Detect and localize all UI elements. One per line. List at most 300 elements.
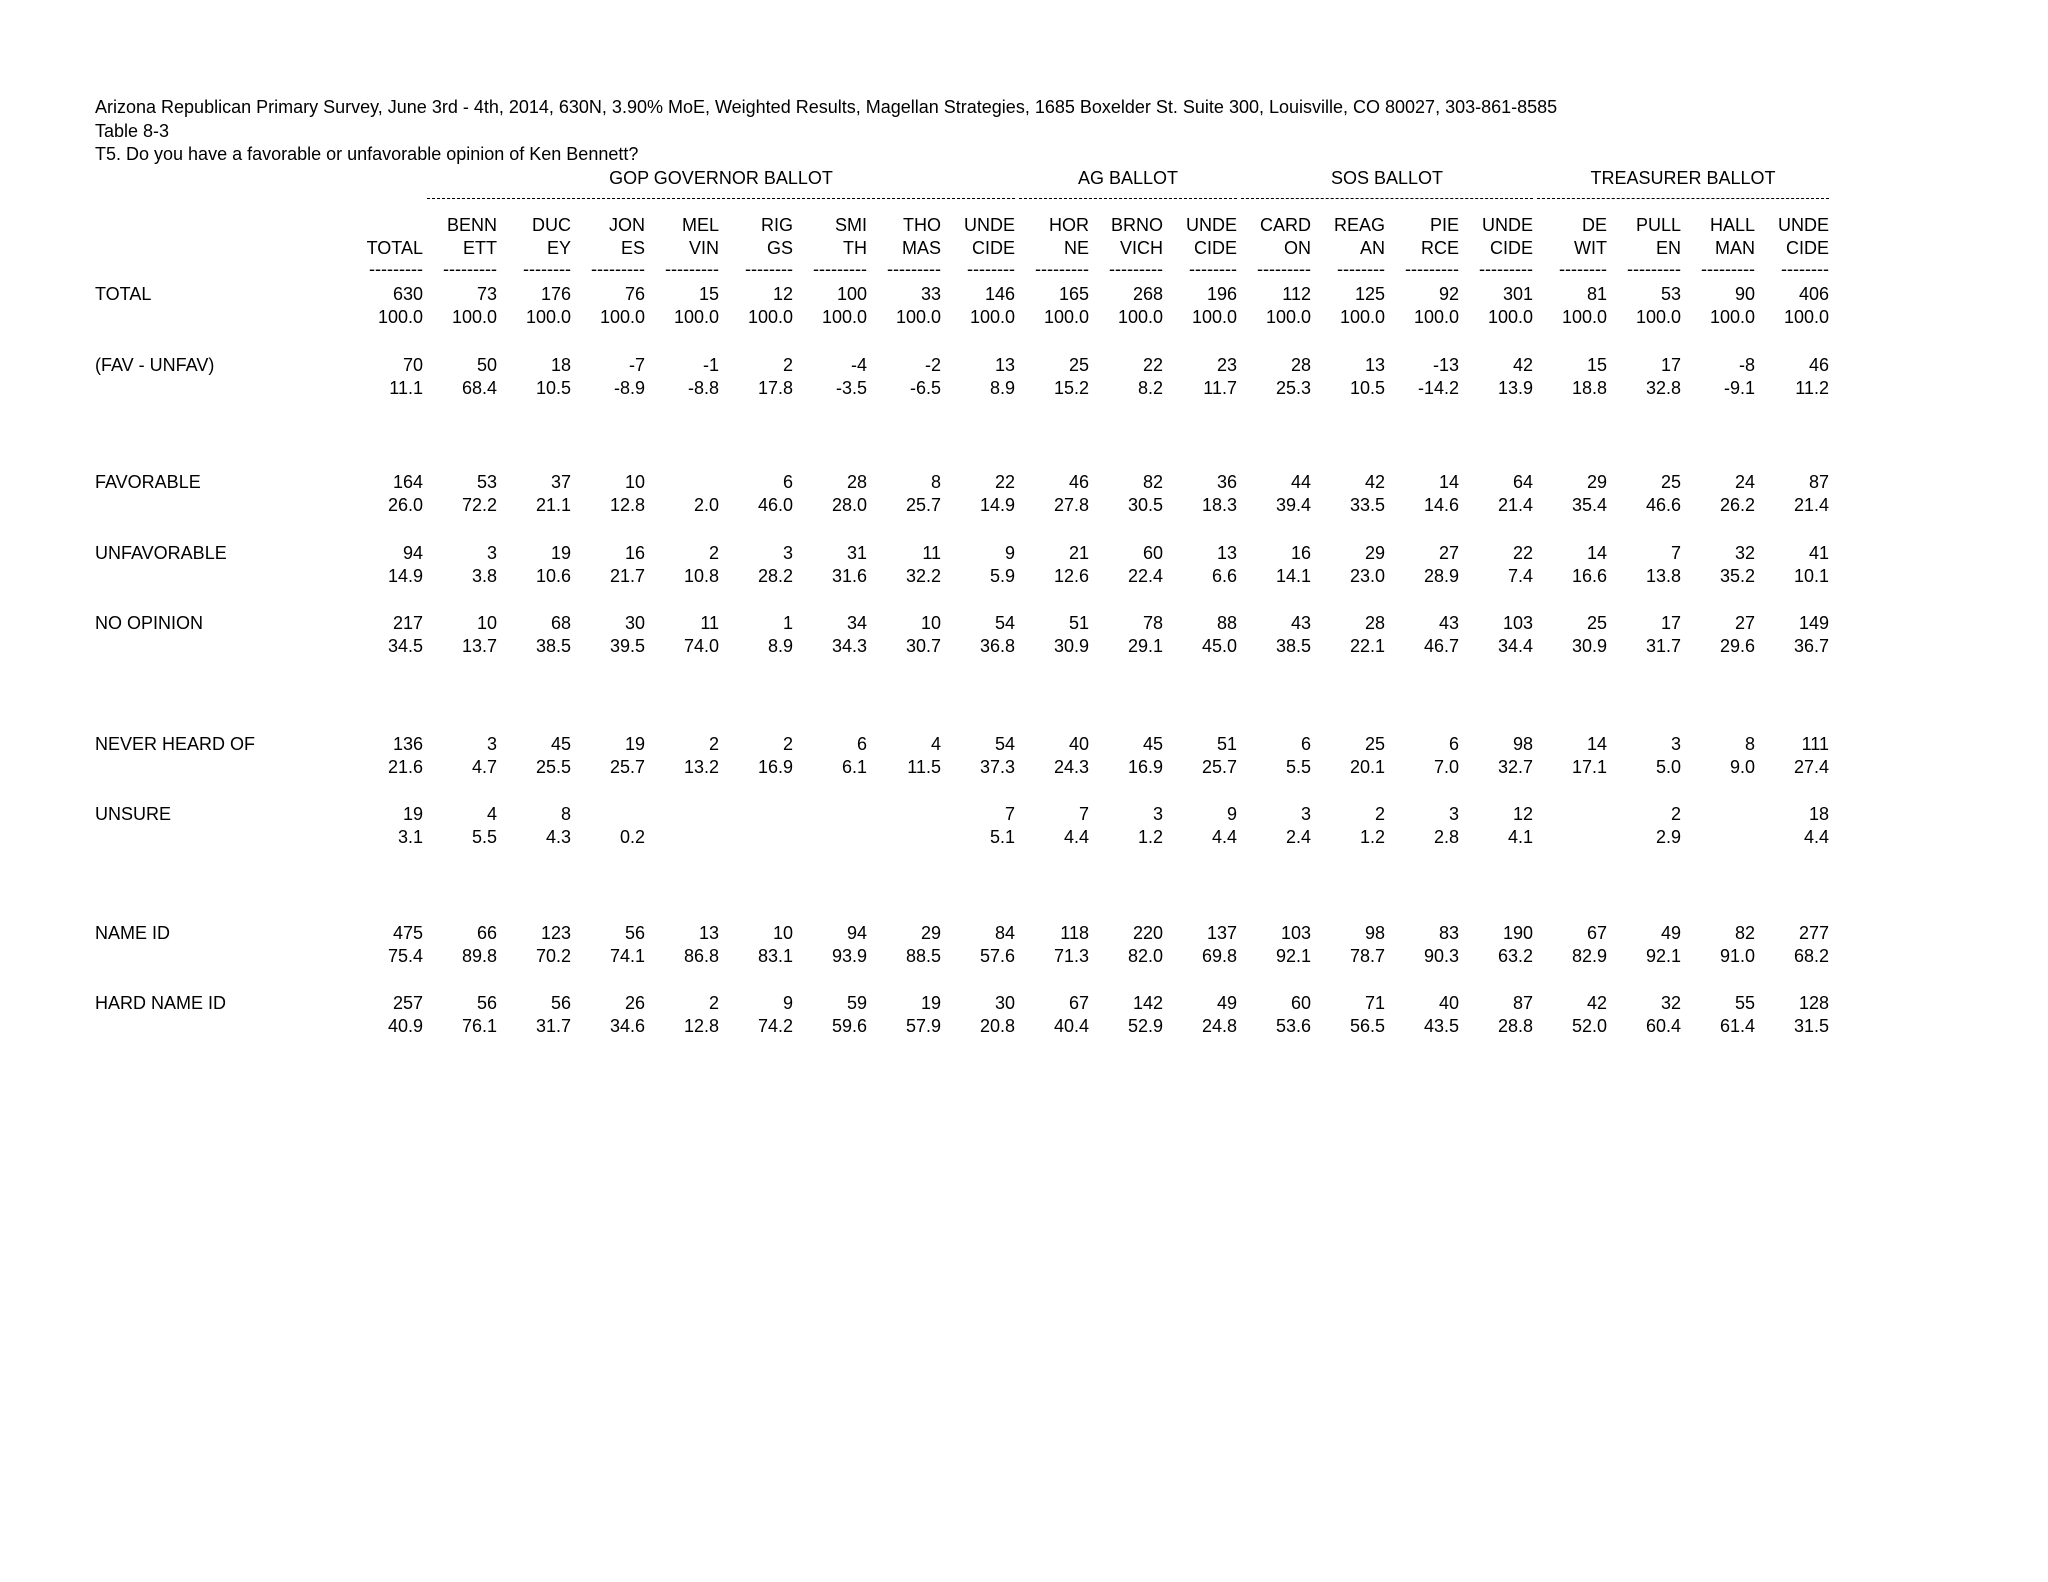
count-cell: 49 (1660, 923, 1681, 943)
count-cell: 41 (1808, 543, 1829, 563)
count-cell: 18 (1808, 804, 1829, 824)
column-header: GS (766, 238, 793, 258)
count-cell: 6 (1300, 734, 1311, 754)
count-cell: 8 (930, 472, 941, 492)
percent-cell: 28.9 (1423, 566, 1459, 586)
count-cell: 25 (1660, 472, 1681, 492)
count-cell: 9 (1226, 804, 1237, 824)
percent-cell: 25.5 (535, 757, 571, 777)
percent-cell: 100.0 (895, 307, 941, 327)
count-cell: 10 (772, 923, 793, 943)
percent-cell: 46.0 (757, 495, 793, 515)
percent-cell: 8.9 (767, 636, 793, 656)
count-cell: 8 (560, 804, 571, 824)
count-cell: 19 (624, 734, 645, 754)
percent-cell: 34.3 (831, 636, 867, 656)
count-cell: 40 (1438, 993, 1459, 1013)
count-cell: 71 (1364, 993, 1385, 1013)
count-cell: 40 (1068, 734, 1089, 754)
count-cell: 176 (540, 284, 571, 304)
percent-cell: 46.6 (1645, 495, 1681, 515)
column-header: CIDE (971, 238, 1015, 258)
count-cell: 60 (1142, 543, 1163, 563)
percent-cell: 69.8 (1201, 946, 1237, 966)
count-cell: 33 (920, 284, 941, 304)
count-cell: 53 (476, 472, 497, 492)
count-cell: 78 (1142, 613, 1163, 633)
percent-cell: 61.4 (1719, 1016, 1755, 1036)
percent-cell: 10.6 (535, 566, 571, 586)
percent-cell: 3.8 (471, 566, 497, 586)
percent-cell: 46.7 (1423, 636, 1459, 656)
count-cell: -7 (628, 355, 645, 375)
column-header: ETT (463, 238, 497, 258)
count-cell: 22 (1512, 543, 1533, 563)
count-cell: 13 (1216, 543, 1237, 563)
percent-cell: 92.1 (1645, 946, 1681, 966)
count-cell: 142 (1132, 993, 1163, 1013)
question-text: T5. Do you have a favorable or unfavorable opinion of Ken Bennett? (95, 144, 639, 164)
percent-cell: 40.4 (1053, 1016, 1089, 1036)
count-cell: 25 (1364, 734, 1385, 754)
percent-cell: 33.5 (1349, 495, 1385, 515)
count-cell: 17 (1660, 355, 1681, 375)
percent-cell: 27.4 (1793, 757, 1829, 777)
group-header: TREASURER BALLOT (1590, 168, 1776, 188)
count-cell: 11 (700, 613, 719, 633)
column-header: RIG (760, 215, 793, 235)
count-cell: 301 (1502, 284, 1533, 304)
count-cell: 111 (1801, 734, 1829, 754)
percent-cell: 82.0 (1127, 946, 1163, 966)
count-cell: 31 (846, 543, 867, 563)
count-cell: 2 (708, 734, 719, 754)
percent-cell: 32.8 (1645, 378, 1681, 398)
percent-cell: 9.0 (1729, 757, 1755, 777)
percent-cell: 27.8 (1053, 495, 1089, 515)
count-cell: 29 (1364, 543, 1385, 563)
percent-cell: 14.6 (1423, 495, 1459, 515)
count-cell: 3 (486, 734, 497, 754)
count-cell: 475 (392, 923, 423, 943)
column-rule: -------- (967, 259, 1015, 279)
percent-cell: 17.8 (757, 378, 793, 398)
column-rule: -------- (745, 259, 793, 279)
column-rule: -------- (1781, 259, 1829, 279)
survey-header-line: Arizona Republican Primary Survey, June 3rd - 4th, 2014, 630N, 3.90% MoE, Weighted Results, Magellan Strategies, 1685 Boxelder St. Suite 300, Louisville, CO 80027, 303-861-8585 (95, 97, 1558, 117)
percent-cell: 56.5 (1349, 1016, 1385, 1036)
percent-cell: 83.1 (757, 946, 793, 966)
count-cell: 28 (1290, 355, 1311, 375)
count-cell: 3 (486, 543, 497, 563)
column-header: CIDE (1489, 238, 1533, 258)
row-label: UNSURE (95, 804, 172, 824)
percent-cell: 20.1 (1349, 757, 1385, 777)
percent-cell: 34.6 (609, 1016, 645, 1036)
percent-cell: 21.1 (535, 495, 571, 515)
percent-cell: 24.3 (1053, 757, 1089, 777)
count-cell: 53 (1660, 284, 1681, 304)
percent-cell: 82.9 (1571, 946, 1607, 966)
count-cell: 27 (1438, 543, 1459, 563)
count-cell: 56 (476, 993, 497, 1013)
count-cell: 16 (1290, 543, 1311, 563)
percent-cell: 93.9 (831, 946, 867, 966)
count-cell: 56 (624, 923, 645, 943)
count-cell: 70 (402, 355, 423, 375)
count-cell: 10 (920, 613, 941, 633)
percent-cell: -6.5 (909, 378, 941, 398)
column-header: NE (1063, 238, 1089, 258)
count-cell: 56 (550, 993, 571, 1013)
count-cell: 88 (1216, 613, 1237, 633)
percent-cell: 25.7 (609, 757, 645, 777)
percent-cell: 4.4 (1063, 827, 1089, 847)
percent-cell: 24.8 (1201, 1016, 1237, 1036)
count-cell: 84 (994, 923, 1015, 943)
count-cell: 51 (1216, 734, 1237, 754)
count-cell: 2 (782, 734, 793, 754)
percent-cell: -8.9 (613, 378, 645, 398)
percent-cell: 36.7 (1793, 636, 1829, 656)
count-cell: 128 (1798, 993, 1829, 1013)
percent-cell: 4.4 (1803, 827, 1829, 847)
percent-cell: 0.2 (619, 827, 645, 847)
count-cell: 136 (392, 734, 423, 754)
count-cell: 14 (1438, 472, 1459, 492)
percent-cell: 45.0 (1201, 636, 1237, 656)
count-cell: 43 (1290, 613, 1311, 633)
count-cell: 406 (1798, 284, 1829, 304)
percent-cell: 30.9 (1571, 636, 1607, 656)
count-cell: 87 (1808, 472, 1829, 492)
percent-cell: 16.6 (1571, 566, 1607, 586)
count-cell: 34 (846, 613, 867, 633)
column-rule: --------- (591, 259, 645, 279)
percent-cell: 31.7 (535, 1016, 571, 1036)
percent-cell: 100.0 (1487, 307, 1533, 327)
count-cell: 13 (1364, 355, 1385, 375)
count-cell: 13 (698, 923, 719, 943)
count-cell: 196 (1206, 284, 1237, 304)
percent-cell: 100.0 (969, 307, 1015, 327)
percent-cell: 60.4 (1645, 1016, 1681, 1036)
percent-cell: 5.5 (471, 827, 497, 847)
percent-cell: 2.8 (1433, 827, 1459, 847)
count-cell: 67 (1068, 993, 1089, 1013)
count-cell: 98 (1512, 734, 1533, 754)
percent-cell: 68.2 (1793, 946, 1829, 966)
count-cell: 1 (782, 613, 793, 633)
percent-cell: 4.3 (545, 827, 571, 847)
column-header: VICH (1119, 238, 1163, 258)
count-cell: 50 (476, 355, 497, 375)
count-cell: 19 (920, 993, 941, 1013)
count-cell: 42 (1512, 355, 1533, 375)
count-cell: 25 (1586, 613, 1607, 633)
count-cell: 9 (1004, 543, 1015, 563)
row-label: UNFAVORABLE (95, 543, 227, 563)
count-cell: 32 (1734, 543, 1755, 563)
percent-cell: 18.8 (1571, 378, 1607, 398)
count-cell: 46 (1808, 355, 1829, 375)
percent-cell: 100.0 (747, 307, 793, 327)
column-rule: --------- (1035, 259, 1089, 279)
count-cell: 45 (550, 734, 571, 754)
percent-cell: 5.1 (989, 827, 1015, 847)
column-rule: -------- (1189, 259, 1237, 279)
percent-cell: 23.0 (1349, 566, 1385, 586)
count-cell: 64 (1512, 472, 1533, 492)
count-cell: 10 (624, 472, 645, 492)
count-cell: -13 (1432, 355, 1459, 375)
percent-cell: 63.2 (1497, 946, 1533, 966)
column-header: DUC (532, 215, 571, 235)
percent-cell: 100.0 (1635, 307, 1681, 327)
column-header: DE (1581, 215, 1607, 235)
column-header: CARD (1259, 215, 1311, 235)
percent-cell: 43.5 (1423, 1016, 1459, 1036)
column-header: CIDE (1785, 238, 1829, 258)
count-cell: -8 (1738, 355, 1755, 375)
percent-cell: 100.0 (1561, 307, 1607, 327)
percent-cell: 100.0 (1413, 307, 1459, 327)
count-cell: 51 (1068, 613, 1089, 633)
percent-cell: 15.2 (1053, 378, 1089, 398)
count-cell: 118 (1060, 923, 1089, 943)
count-cell: 37 (550, 472, 571, 492)
percent-cell: 38.5 (535, 636, 571, 656)
row-label: NAME ID (95, 923, 171, 943)
percent-cell: 12.6 (1053, 566, 1089, 586)
count-cell: 18 (550, 355, 571, 375)
count-cell: 100 (836, 284, 867, 304)
count-cell: 21 (1068, 543, 1089, 563)
percent-cell: 14.9 (387, 566, 423, 586)
group-header: SOS BALLOT (1330, 168, 1444, 188)
percent-cell: 8.2 (1137, 378, 1163, 398)
count-cell: 190 (1502, 923, 1533, 943)
group-rule (427, 198, 1015, 199)
column-header: UNDE (1777, 215, 1829, 235)
count-cell: 4 (930, 734, 941, 754)
column-header: VIN (688, 238, 719, 258)
percent-cell: 13.8 (1645, 566, 1681, 586)
count-cell: 22 (994, 472, 1015, 492)
count-cell: 7 (1004, 804, 1015, 824)
percent-cell: 21.4 (1497, 495, 1533, 515)
percent-cell: 38.5 (1275, 636, 1311, 656)
percent-cell: 37.3 (979, 757, 1015, 777)
percent-cell: 10.8 (683, 566, 719, 586)
percent-cell: 25.7 (1201, 757, 1237, 777)
percent-cell: -8.8 (687, 378, 719, 398)
column-header: WIT (1574, 238, 1607, 258)
column-header: BENN (446, 215, 497, 235)
count-cell: 66 (476, 923, 497, 943)
column-header: MAS (901, 238, 941, 258)
count-cell: 82 (1142, 472, 1163, 492)
count-cell: 103 (1280, 923, 1311, 943)
count-cell: 630 (392, 284, 423, 304)
count-cell: 45 (1142, 734, 1163, 754)
column-rule: --------- (369, 259, 423, 279)
count-cell: 67 (1586, 923, 1607, 943)
percent-cell: 11.7 (1203, 378, 1237, 398)
count-cell: 68 (550, 613, 571, 633)
count-cell: 2 (782, 355, 793, 375)
percent-cell: 39.4 (1275, 495, 1311, 515)
percent-cell: 5.5 (1285, 757, 1311, 777)
count-cell: 12 (1512, 804, 1533, 824)
percent-cell: 12.8 (683, 1016, 719, 1036)
count-cell: 15 (1586, 355, 1607, 375)
percent-cell: 100.0 (1783, 307, 1829, 327)
count-cell: 54 (994, 734, 1015, 754)
percent-cell: 31.5 (1793, 1016, 1829, 1036)
percent-cell: 2.0 (693, 495, 719, 515)
column-header: BRNO (1110, 215, 1163, 235)
column-header: ON (1284, 238, 1311, 258)
percent-cell: -3.5 (835, 378, 867, 398)
count-cell: 60 (1290, 993, 1311, 1013)
percent-cell: 21.4 (1793, 495, 1829, 515)
count-cell: 4 (486, 804, 497, 824)
count-cell: -4 (850, 355, 867, 375)
column-rule: -------- (1337, 259, 1385, 279)
percent-cell: 13.9 (1497, 378, 1533, 398)
group-header: GOP GOVERNOR BALLOT (609, 168, 833, 188)
percent-cell: 75.4 (387, 946, 423, 966)
count-cell: 90 (1734, 284, 1755, 304)
percent-cell: 53.6 (1275, 1016, 1311, 1036)
column-rule: --------- (1627, 259, 1681, 279)
column-rule: --------- (1257, 259, 1311, 279)
percent-cell: 34.5 (387, 636, 423, 656)
percent-cell: 7.0 (1433, 757, 1459, 777)
count-cell: 3 (782, 543, 793, 563)
count-cell: 103 (1502, 613, 1533, 633)
percent-cell: 22.4 (1127, 566, 1163, 586)
count-cell: 46 (1068, 472, 1089, 492)
percent-cell: 89.8 (461, 946, 497, 966)
percent-cell: 100.0 (673, 307, 719, 327)
percent-cell: 3.1 (397, 827, 423, 847)
percent-cell: 25.3 (1275, 378, 1311, 398)
percent-cell: 100.0 (451, 307, 497, 327)
percent-cell: 31.7 (1645, 636, 1681, 656)
count-cell: 42 (1364, 472, 1385, 492)
count-cell: 10 (476, 613, 497, 633)
percent-cell: 11.5 (907, 757, 941, 777)
column-rule: --------- (1479, 259, 1533, 279)
percent-cell: 100.0 (377, 307, 423, 327)
percent-cell: 57.9 (905, 1016, 941, 1036)
column-header: PULL (1635, 215, 1681, 235)
percent-cell: 71.3 (1053, 946, 1089, 966)
count-cell: 73 (476, 284, 497, 304)
count-cell: 268 (1132, 284, 1163, 304)
column-header: UNDE (1481, 215, 1533, 235)
column-header: CIDE (1193, 238, 1237, 258)
count-cell: 19 (402, 804, 423, 824)
percent-cell: 6.1 (841, 757, 867, 777)
count-cell: 54 (994, 613, 1015, 633)
percent-cell: 78.7 (1349, 946, 1385, 966)
count-cell: 24 (1734, 472, 1755, 492)
percent-cell: 11.2 (1795, 378, 1829, 398)
count-cell: 12 (772, 284, 793, 304)
count-cell: 17 (1660, 613, 1681, 633)
count-cell: 59 (846, 993, 867, 1013)
count-cell: 164 (392, 472, 423, 492)
count-cell: 19 (550, 543, 571, 563)
percent-cell: 88.5 (905, 946, 941, 966)
percent-cell: -14.2 (1417, 378, 1459, 398)
column-rule: -------- (523, 259, 571, 279)
percent-cell: 16.9 (1127, 757, 1163, 777)
count-cell: 28 (1364, 613, 1385, 633)
column-header: TH (843, 238, 867, 258)
percent-cell: 18.3 (1201, 495, 1237, 515)
count-cell: 3 (1300, 804, 1311, 824)
row-label: TOTAL (95, 284, 152, 304)
count-cell: 2 (1374, 804, 1385, 824)
percent-cell: 100.0 (1339, 307, 1385, 327)
count-cell: 28 (846, 472, 867, 492)
percent-cell: 28.2 (757, 566, 793, 586)
percent-cell: 21.7 (609, 566, 645, 586)
count-cell: -2 (924, 355, 941, 375)
count-cell: 94 (402, 543, 423, 563)
count-cell: 3 (1448, 804, 1459, 824)
count-cell: 137 (1206, 923, 1237, 943)
percent-cell: 2.9 (1655, 827, 1681, 847)
count-cell: 9 (782, 993, 793, 1013)
count-cell: 165 (1058, 284, 1089, 304)
percent-cell: 26.0 (387, 495, 423, 515)
count-cell: 29 (1586, 472, 1607, 492)
percent-cell: 2.4 (1285, 827, 1311, 847)
percent-cell: 8.9 (989, 378, 1015, 398)
percent-cell: 21.6 (387, 757, 423, 777)
percent-cell: 32.2 (905, 566, 941, 586)
percent-cell: 14.1 (1275, 566, 1311, 586)
count-cell: 2 (708, 993, 719, 1013)
percent-cell: 12.8 (609, 495, 645, 515)
column-header: PIE (1429, 215, 1459, 235)
count-cell: 146 (984, 284, 1015, 304)
row-label: FAVORABLE (95, 472, 201, 492)
percent-cell: 14.9 (979, 495, 1015, 515)
percent-cell: 92.1 (1275, 946, 1311, 966)
count-cell: 3 (1670, 734, 1681, 754)
percent-cell: 72.2 (461, 495, 497, 515)
percent-cell: 10.5 (1349, 378, 1385, 398)
percent-cell: 5.0 (1655, 757, 1681, 777)
percent-cell: 100.0 (821, 307, 867, 327)
count-cell: 94 (846, 923, 867, 943)
count-cell: 6 (782, 472, 793, 492)
column-header: HOR (1049, 215, 1089, 235)
percent-cell: 1.2 (1359, 827, 1385, 847)
percent-cell: 20.8 (979, 1016, 1015, 1036)
count-cell: 44 (1290, 472, 1311, 492)
percent-cell: 5.9 (989, 566, 1015, 586)
count-cell: 217 (392, 613, 423, 633)
group-rule (1537, 198, 1829, 199)
percent-cell: 52.0 (1571, 1016, 1607, 1036)
